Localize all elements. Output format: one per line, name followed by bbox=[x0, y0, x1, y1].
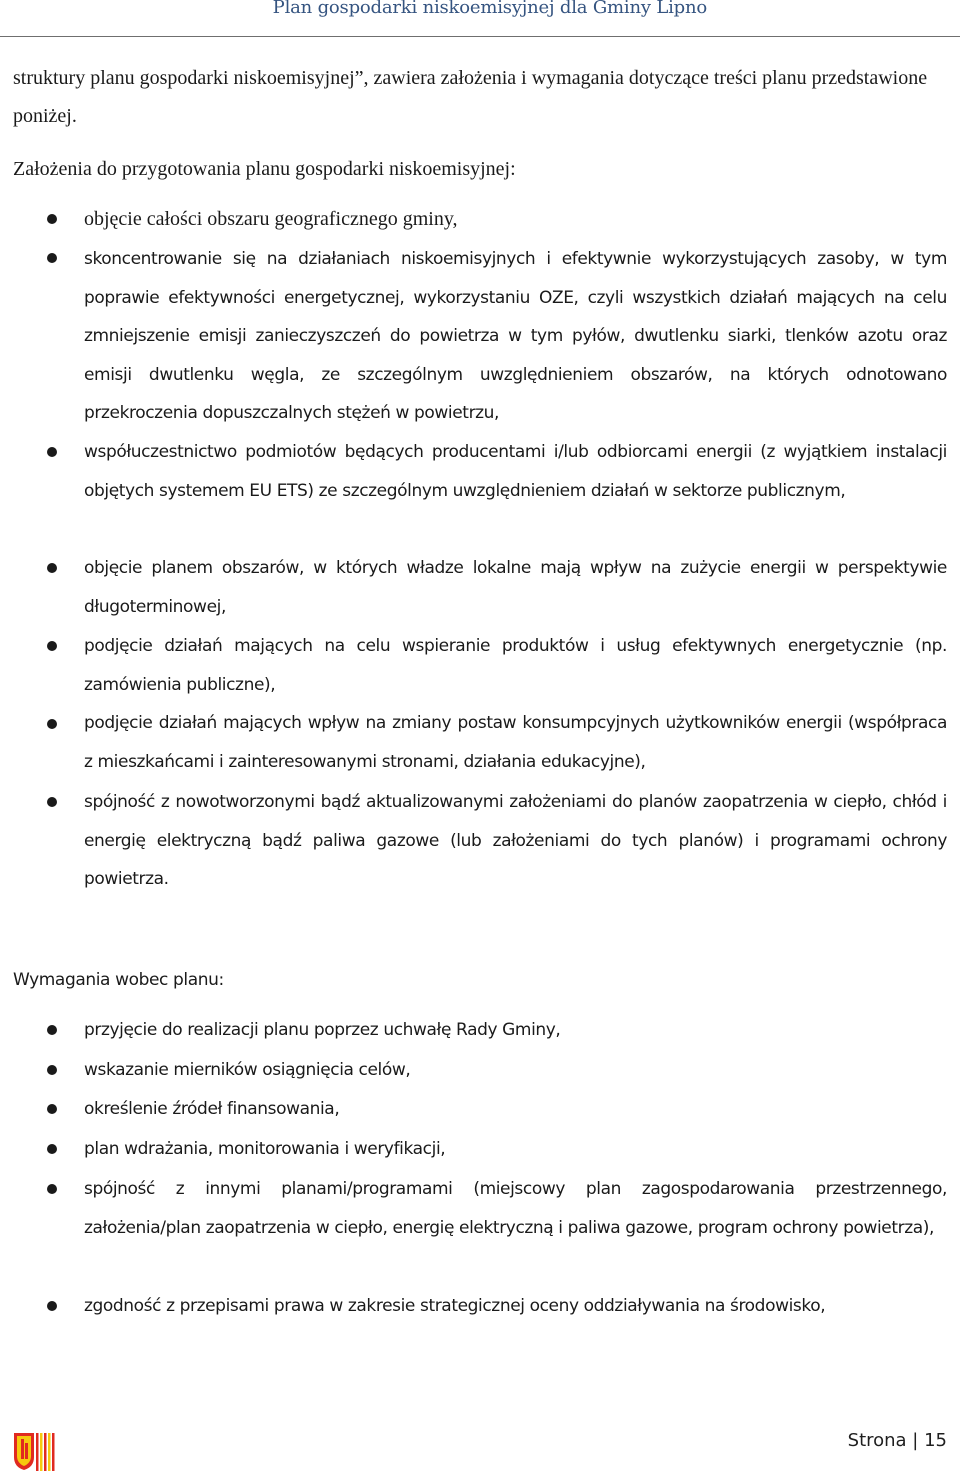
assumption-item: spójność z nowotworzonymi bądź aktualizowanymi założeniami do planów zaopatrzenia w ciepło, chłód i energię elektryczną bądź paliwa gazowe (lub założeniami do tych planów) i programami ochrony powietrza. bbox=[84, 792, 947, 889]
bullet-icon bbox=[47, 719, 57, 729]
requirement-item: określenie źródeł finansowania, bbox=[84, 1099, 340, 1119]
assumptions-heading: Założenia do przygotowania planu gospodarki niskoemisyjnej: bbox=[13, 158, 516, 180]
intro-paragraph: struktury planu gospodarki niskoemisyjnej”, zawiera założenia i wymagania dotyczące treści planu przedstawione poniżej. bbox=[13, 67, 928, 127]
requirement-item: wskazanie mierników osiągnięcia celów, bbox=[84, 1060, 411, 1080]
requirement-item: spójność z innymi planami/programami (miejscowy plan zagospodarowania przestrzennego, założenia/plan zaopatrzenia w ciepło, energię elektryczną i paliwa gazowe, program ochrony powietrza), bbox=[84, 1179, 947, 1238]
bullet-icon bbox=[47, 1025, 57, 1035]
bullet-icon bbox=[47, 1301, 57, 1311]
bullet-icon bbox=[47, 797, 57, 807]
requirement-item: zgodność z przepisami prawa w zakresie strategicznej oceny oddziaływania na środowisko, bbox=[84, 1296, 826, 1316]
bullet-icon bbox=[47, 1144, 57, 1154]
assumption-item: współuczestnictwo podmiotów będących producentami i/lub odbiorcami energii (z wyjątkiem instalacji objętych systemem EU ETS) ze szczególnym uwzględnieniem działań w sektorze publicznym, bbox=[84, 442, 947, 501]
bullet-icon bbox=[47, 447, 57, 457]
assumption-item: podjęcie działań mających na celu wspieranie produktów i usług efektywnych energetycznie (np. zamówienia publiczne), bbox=[84, 636, 947, 695]
bullet-icon bbox=[47, 253, 57, 263]
document-title: Plan gospodarki niskoemisyjnej dla Gminy Lipno bbox=[272, 0, 707, 18]
bullet-icon bbox=[47, 1065, 57, 1075]
page-header bbox=[0, 0, 960, 37]
bullet-icon bbox=[47, 641, 57, 651]
requirement-item: plan wdrażania, monitorowania i weryfikacji, bbox=[84, 1139, 446, 1159]
bullet-icon bbox=[47, 1104, 57, 1114]
assumption-item: objęcie planem obszarów, w których władze lokalne mają wpływ na zużycie energii w perspektywie długoterminowej, bbox=[84, 558, 947, 617]
bullet-icon bbox=[47, 563, 57, 573]
bullet-icon bbox=[47, 214, 57, 224]
coat-of-arms-icon bbox=[12, 1431, 58, 1471]
page-number: Strona | 15 bbox=[847, 1430, 947, 1451]
requirements-heading: Wymagania wobec planu: bbox=[13, 970, 224, 990]
bullet-icon bbox=[47, 1184, 57, 1194]
requirement-item: przyjęcie do realizacji planu poprzez uchwałę Rady Gminy, bbox=[84, 1020, 561, 1040]
assumption-item: objęcie całości obszaru geograficznego gminy, bbox=[84, 208, 458, 230]
assumption-item: skoncentrowanie się na działaniach niskoemisyjnych i efektywnie wykorzystujących zasoby, w tym poprawie efektywności energetycznej, wykorzystaniu OZE, czyli wszystkich działań mających na celu zmniejszenie emisji zanieczyszczeń do powietrza w tym pyłów, dwutlenku siarki, tlenków azotu oraz emisji dwutlenku węgla, ze szczególnym uwzględnieniem obszarów, na których odnotowano przekroczenia dopuszczalnych stężeń w powietrzu, bbox=[84, 249, 947, 423]
assumption-item: podjęcie działań mających wpływ na zmiany postaw konsumpcyjnych użytkowników energii (współpraca z mieszkańcami i zainteresowanymi stronami, działania edukacyjne), bbox=[84, 713, 947, 772]
